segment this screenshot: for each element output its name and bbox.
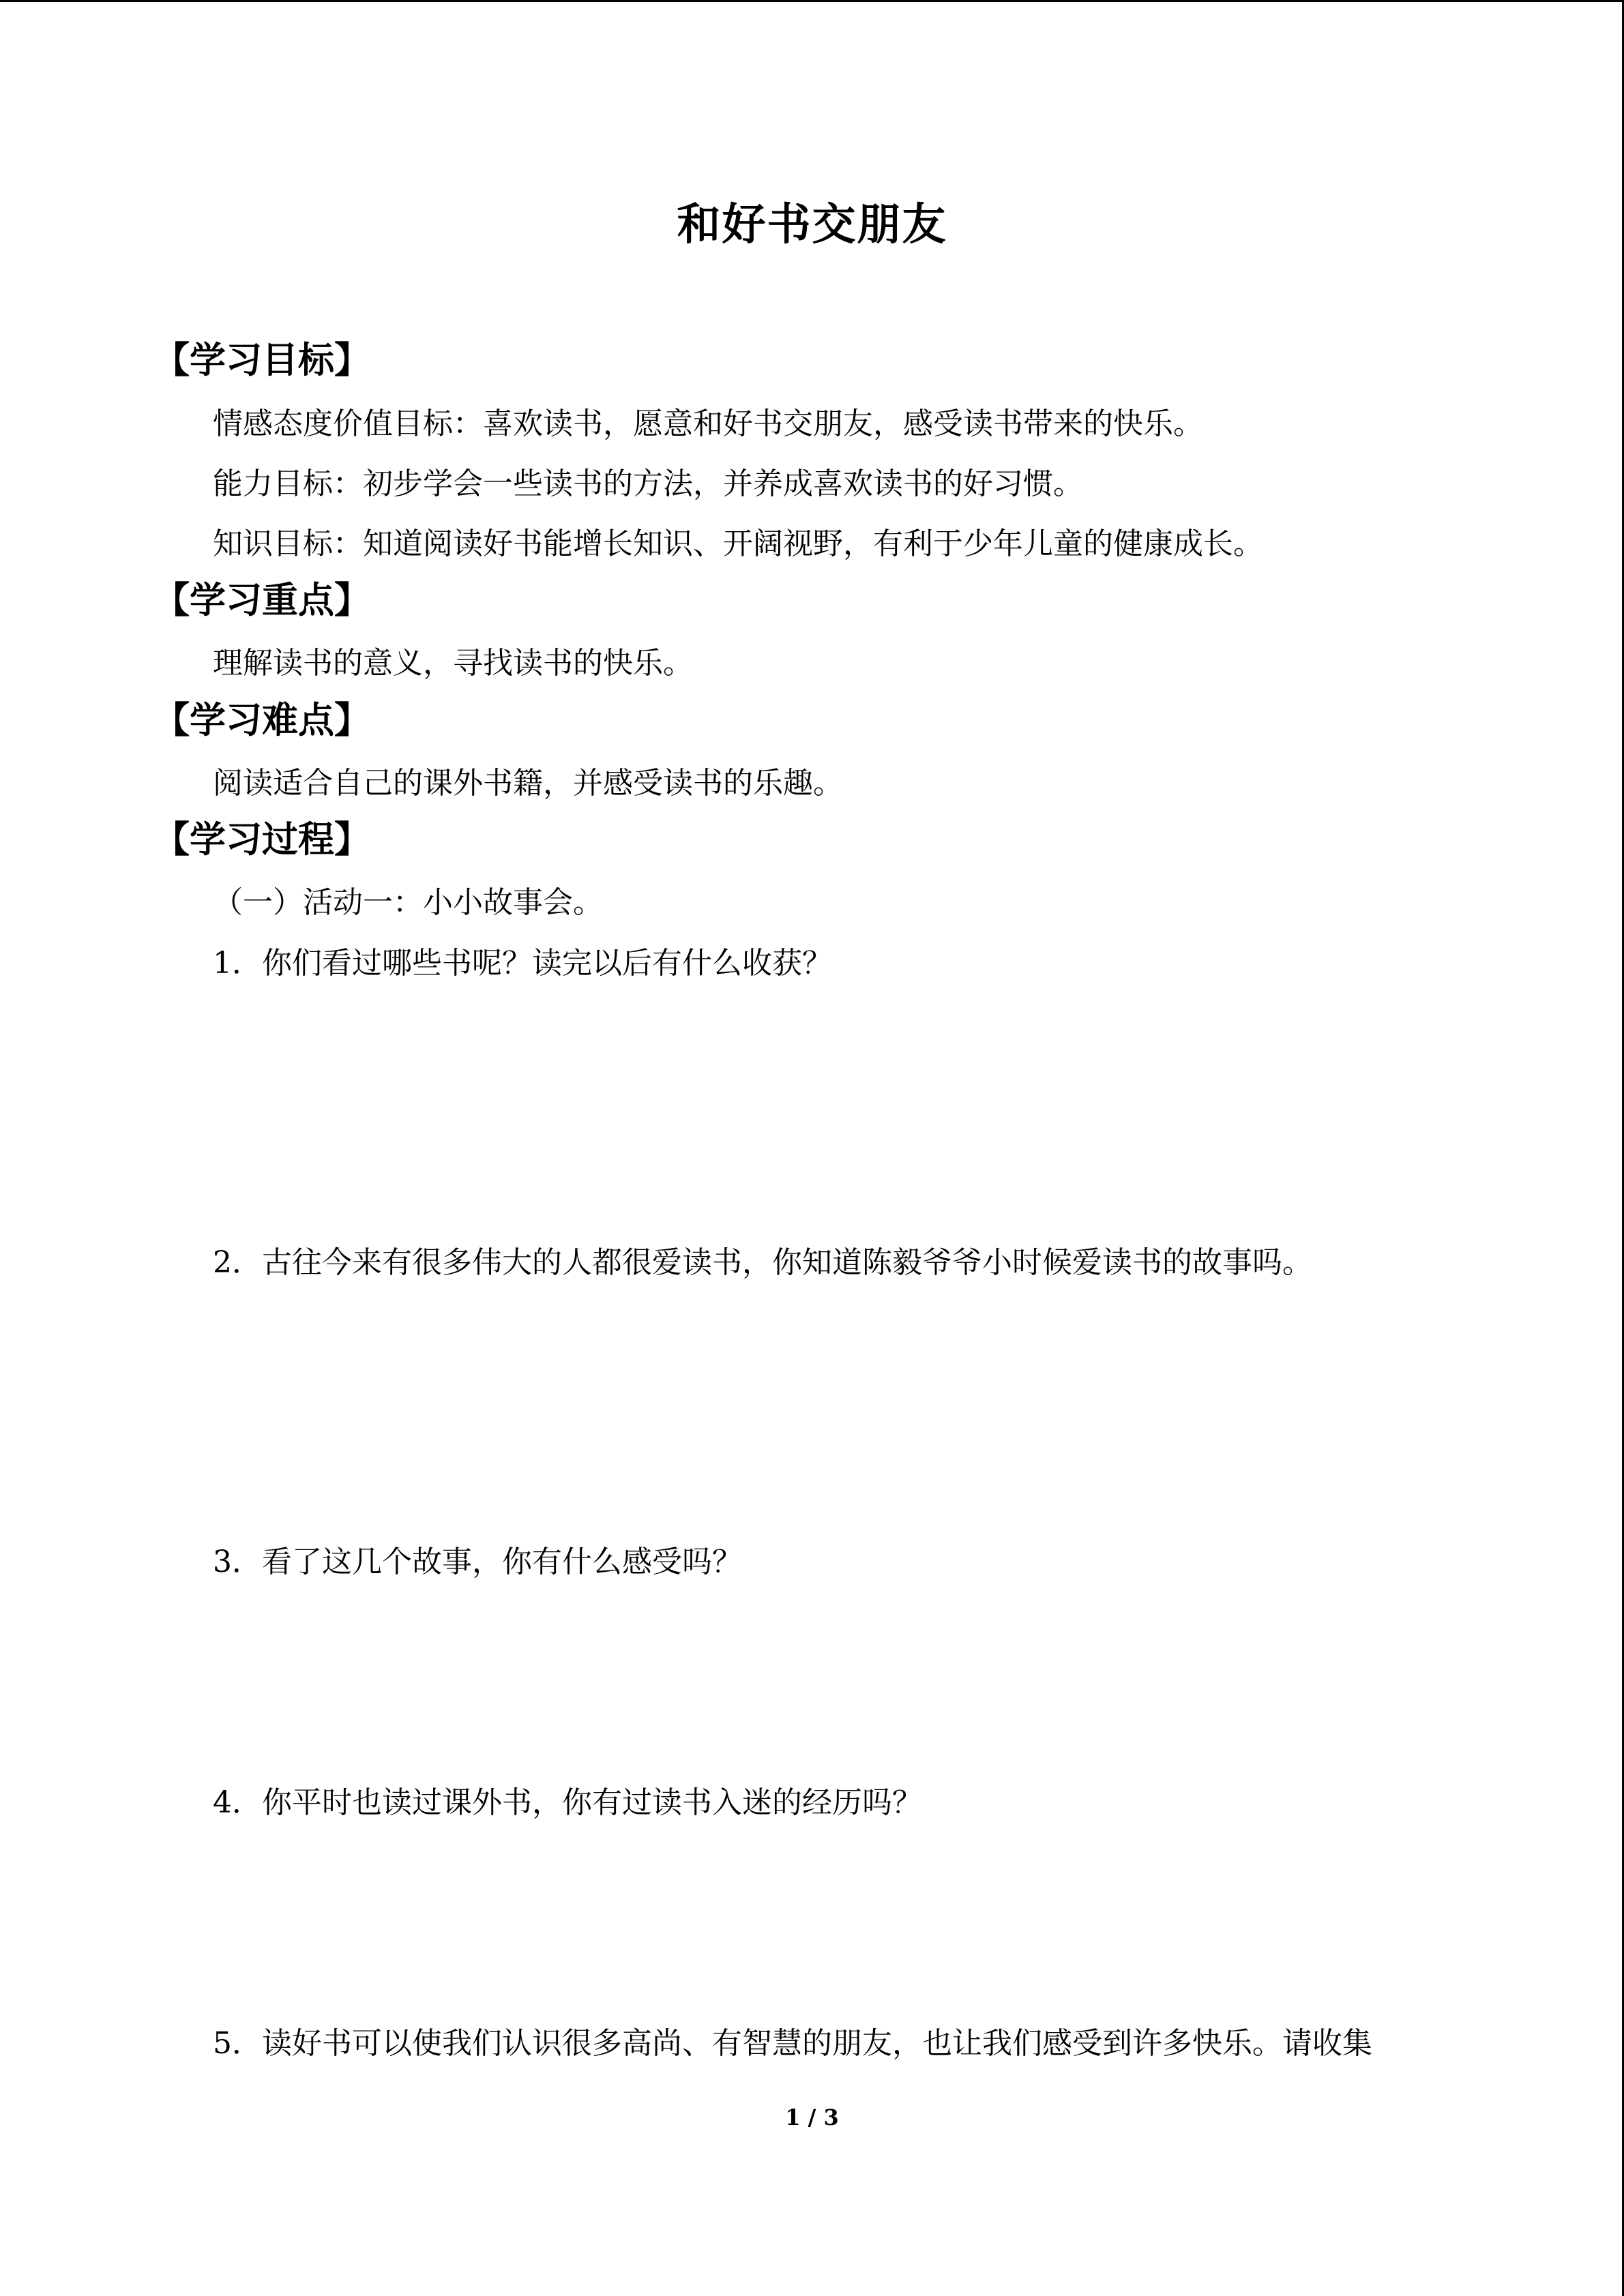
key-point-text: 理解读书的意义，寻找读书的快乐。	[213, 646, 693, 681]
document-title: 和好书交朋友	[677, 199, 947, 250]
objective-ability: 能力目标：初步学会一些读书的方法，并养成喜欢读书的好习惯。	[213, 466, 1083, 501]
difficulty-text: 阅读适合自己的课外书籍，并感受读书的乐趣。	[213, 766, 843, 801]
section-heading-key-points: 【学习重点】	[153, 579, 370, 621]
section-heading-objectives: 【学习目标】	[153, 339, 370, 381]
question-5: 5．读好书可以使我们认识很多高尚、有智慧的朋友，也让我们感受到许多快乐。请收集	[213, 2026, 1372, 2061]
objective-knowledge: 知识目标：知道阅读好书能增长知识、开阔视野，有利于少年儿童的健康成长。	[213, 526, 1263, 561]
question-1: 1．你们看过哪些书呢？读完以后有什么收获？	[213, 946, 832, 981]
objective-emotion: 情感态度价值目标：喜欢读书，愿意和好书交朋友，感受读书带来的快乐。	[213, 406, 1203, 441]
question-3: 3．看了这几个故事，你有什么感受吗？	[213, 1545, 742, 1579]
question-4: 4．你平时也读过课外书，你有过读书入迷的经历吗？	[213, 1785, 922, 1820]
question-2: 2．古往今来有很多伟大的人都很爱读书，你知道陈毅爷爷小时候爱读书的故事吗。	[213, 1245, 1312, 1280]
page-number: 1 / 3	[785, 2104, 839, 2130]
section-heading-difficulties: 【学习难点】	[153, 699, 370, 741]
activity-one-label: （一）活动一：小小故事会。	[213, 885, 603, 920]
section-heading-process: 【学习过程】	[153, 818, 370, 861]
